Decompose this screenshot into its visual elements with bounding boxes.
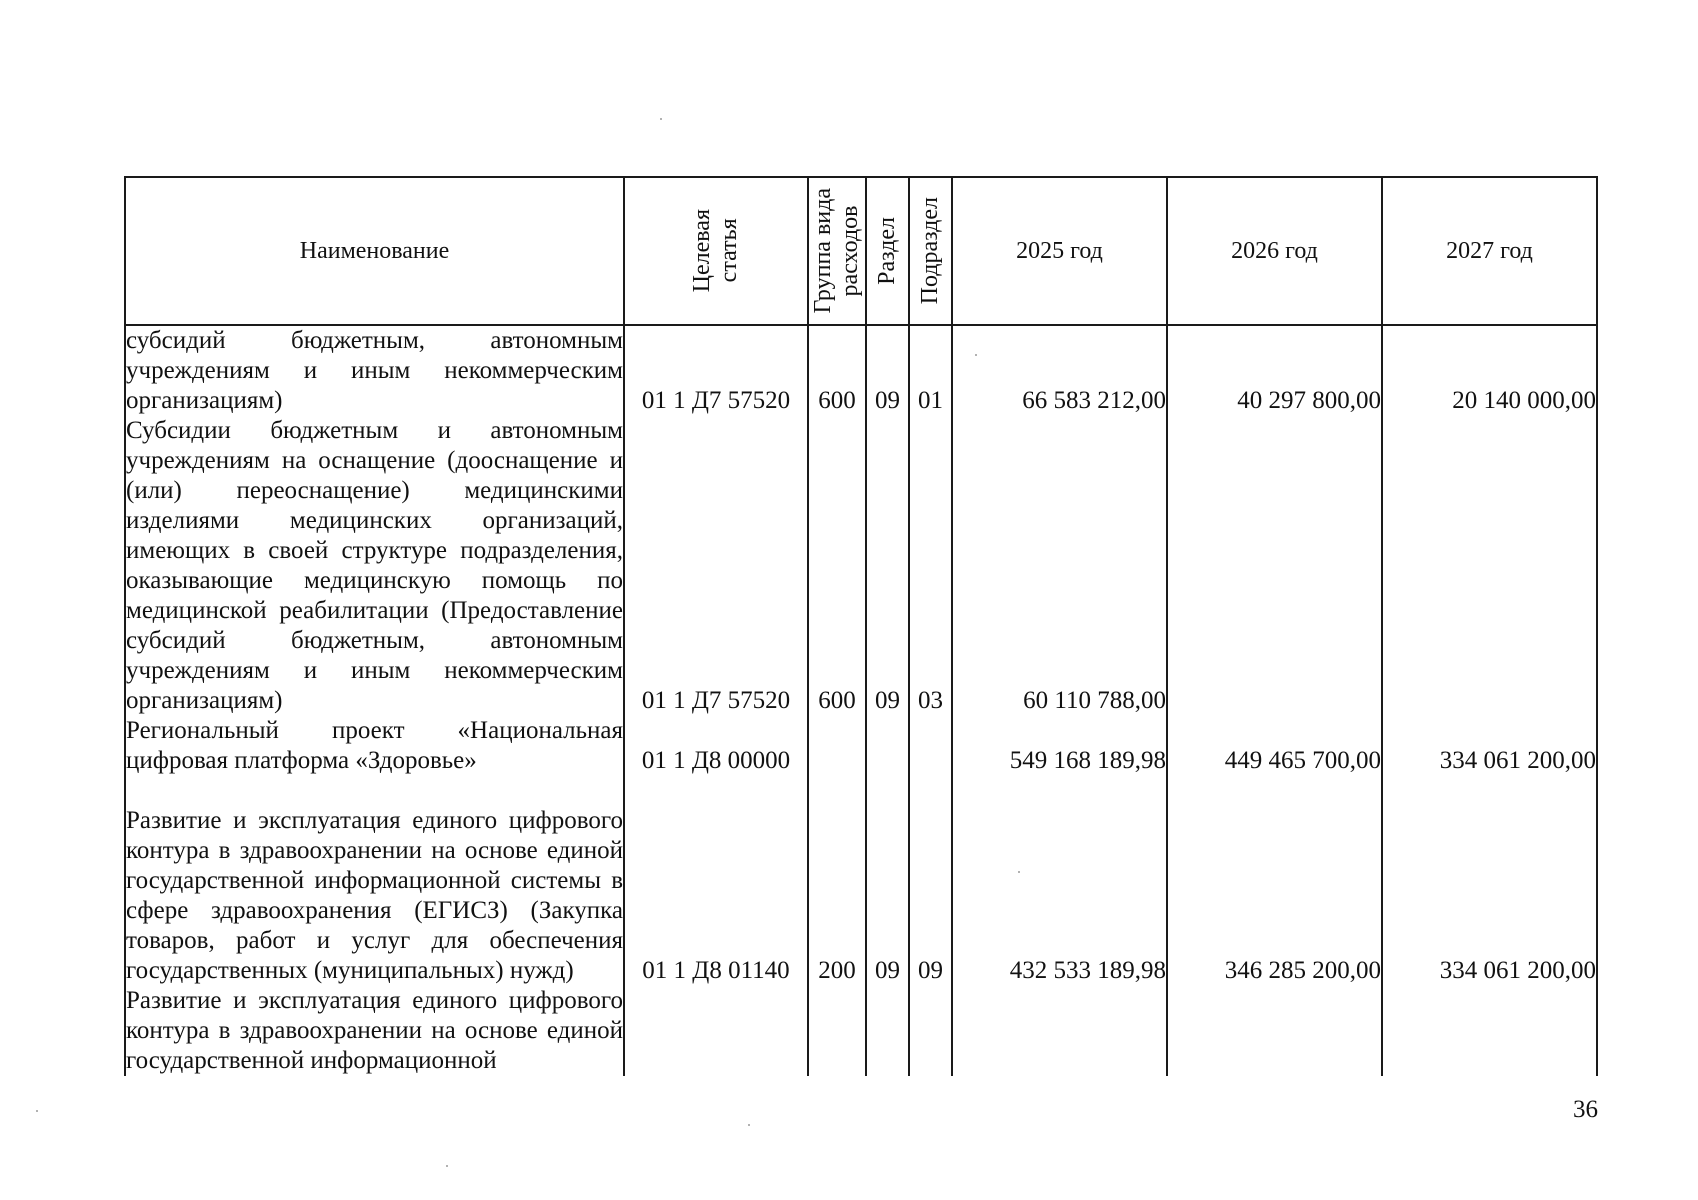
header-target-article [624, 177, 808, 325]
header-section [866, 177, 909, 325]
row-name: Субсидии бюджетным и автономным учреждениям на оснащение (дооснащение и (или) переоснащение) медицинскими изделиями медицинских организаций, имеющих в своей структуре подразделения, оказывающие медицинскую помощь по медицинской реабилитации (Предоставление субсидий бюджетным, автономным учреждениям и иным некоммерческим организациям) [126, 417, 623, 714]
header-year-2025-label: 2025 год [1016, 237, 1103, 264]
row-amount-2025: 60 110 788,00 [952, 416, 1167, 716]
header-year-2026 [1167, 177, 1382, 325]
row-section: 09 [866, 416, 909, 716]
header-name [125, 177, 624, 325]
row-amount-2026: 346 285 200,00 [1167, 776, 1382, 986]
scan-speck [975, 354, 977, 356]
row-amount-2026 [1167, 986, 1382, 1076]
table-row [125, 776, 1597, 986]
row-amount-2027: 334 061 200,00 [1382, 776, 1597, 986]
table-header-row [125, 177, 1597, 325]
row-amount-2026: 40 297 800,00 [1167, 325, 1382, 416]
row-section: 09 [866, 325, 909, 416]
row-amount-2025: 549 168 189,98 [952, 716, 1167, 776]
header-year-2027 [1382, 177, 1597, 325]
row-amount-2025: 66 583 212,00 [952, 325, 1167, 416]
scan-speck [36, 1110, 38, 1112]
row-name: Региональный проект «Национальная цифровая платформа «Здоровье» [126, 717, 623, 774]
header-target-article-label: Целевая статья [689, 209, 742, 293]
header-year-2027-label: 2027 год [1446, 237, 1533, 264]
header-name-label: Наименование [299, 237, 450, 264]
header-year-2025 [952, 177, 1167, 325]
table-row [125, 716, 1597, 776]
row-subsection: 01 [909, 325, 952, 416]
row-amount-2027: 334 061 200,00 [1382, 716, 1597, 776]
row-subsection [909, 986, 952, 1076]
row-target-article: 01 1 Д7 57520 [624, 416, 808, 716]
row-amount-2025: 432 533 189,98 [952, 776, 1167, 986]
row-name: Развитие и эксплуатация единого цифрового контура в здравоохранении на основе единой государственной информационной системы в сфере здравоохранения (ЕГИСЗ) (Закупка товаров, работ и услуг для обеспечения государственных (муниципальных) нужд) [125, 776, 624, 986]
row-target-article: 01 1 Д7 57520 [624, 325, 808, 416]
page-number: 36 [1573, 1096, 1598, 1123]
row-name: Развитие и эксплуатация единого цифрового контура в здравоохранении на основе единой государственной информационной [126, 987, 623, 1074]
row-amount-2026: 449 465 700,00 [1167, 716, 1382, 776]
row-expense-group [808, 716, 866, 776]
table-row [125, 986, 1597, 1076]
header-expense-group [808, 177, 866, 325]
table-row [125, 325, 1597, 416]
row-expense-group: 600 [808, 416, 866, 716]
header-section-label: Раздел [874, 217, 900, 285]
row-expense-group [808, 986, 866, 1076]
row-amount-2026 [1167, 416, 1382, 716]
row-target-article: 01 1 Д8 01140 [624, 776, 808, 986]
row-subsection: 09 [909, 776, 952, 986]
row-expense-group: 600 [808, 325, 866, 416]
budget-table-container [124, 176, 1596, 1076]
budget-table [124, 176, 1598, 1076]
row-amount-2025 [952, 986, 1167, 1076]
scan-speck [446, 1165, 448, 1167]
row-name: субсидий бюджетным, автономным учреждениям и иным некоммерческим организациям) [126, 327, 623, 414]
row-section: 09 [866, 776, 909, 986]
row-subsection: 03 [909, 416, 952, 716]
row-amount-2027 [1382, 416, 1597, 716]
scan-speck [1018, 871, 1020, 873]
row-amount-2027: 20 140 000,00 [1382, 325, 1597, 416]
table-row [125, 416, 1597, 716]
scan-speck [748, 1124, 750, 1126]
row-amount-2027 [1382, 986, 1597, 1076]
header-expense-group-label: Группа вида расходов [810, 188, 863, 314]
row-subsection [909, 716, 952, 776]
header-subsection-label: Подраздел [917, 197, 943, 305]
header-year-2026-label: 2026 год [1231, 237, 1318, 264]
row-section [866, 716, 909, 776]
scan-speck [660, 118, 662, 120]
header-subsection [909, 177, 952, 325]
row-expense-group: 200 [808, 776, 866, 986]
row-target-article: 01 1 Д8 00000 [624, 716, 808, 776]
row-target-article [624, 986, 808, 1076]
row-section [866, 986, 909, 1076]
